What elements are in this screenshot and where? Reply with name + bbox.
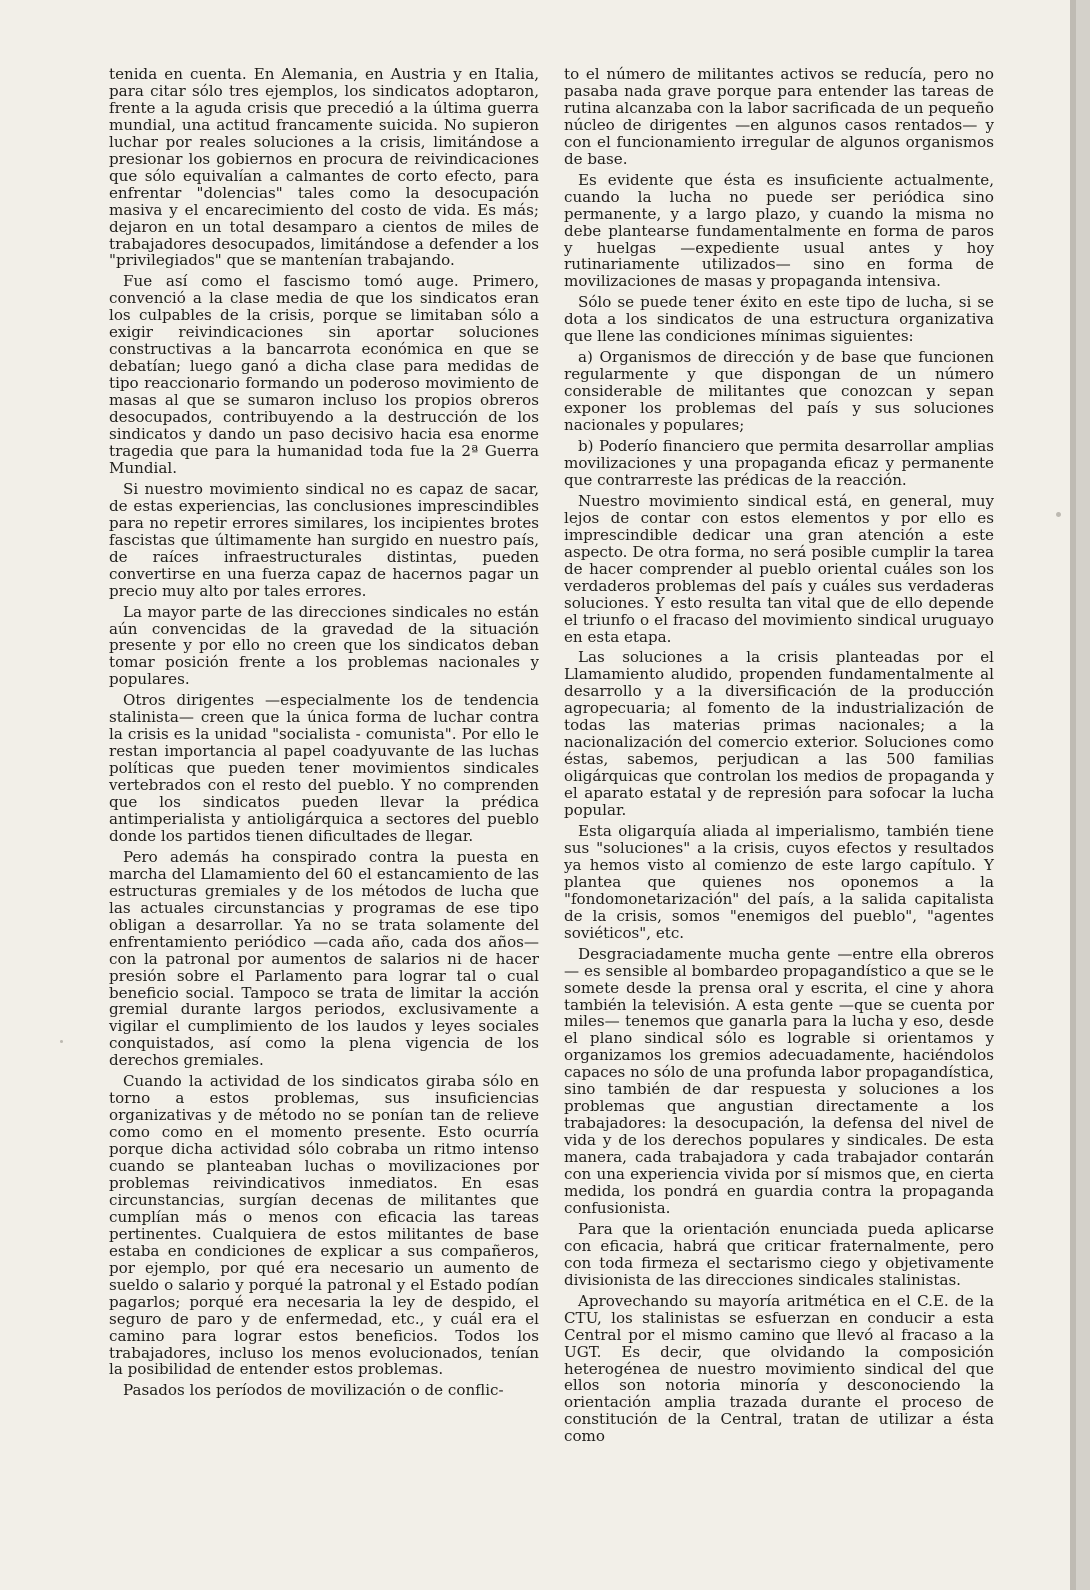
paragraph: Para que la orientación enunciada pueda aplicarse con eficacia, habrá que criticar fraternalmente, pero con toda firmeza el sectarismo ciego y objetivamente divisionista de las direcciones sindicales stalinistas. — [564, 1219, 994, 1289]
paragraph: Cuando la actividad de los sindicatos giraba sólo en torno a estos problemas, sus insuficiencias organizativas y de método no se ponían tan de relieve como como en el momento presente. Esto ocurría porque dicha actividad sólo cobraba un ritmo intenso cuando se planteaban luchas o movilizaciones por problemas reivindicativos inmediatos. En esas circunstancias, surgían decenas de militantes que cumplían más o menos con eficacia las tareas pertinentes. Cualquiera de estos militantes de base estaba en condiciones de explicar a sus compañeros, por ejemplo, por qué era necesario un aumento de sueldo o salario y porqué la patronal y el Estado podían pagarlos; porqué era necesaria la ley de despido, el seguro de paro y de enfermedad, etc., y cuál era el camino para lograr estos beneficios. Todos los trabajadores, incluso los menos evolucionados, tenían la posibilidad de entender estos problemas. — [109, 1072, 539, 1379]
ink-speck — [60, 1040, 63, 1043]
paragraph: Esta oligarquía aliada al imperialismo, también tiene sus "soluciones" a la crisis, cuyos efectos y resultados ya hemos visto al comienzo de este largo capítulo. Y plantea que quienes nos oponemos a la "fondomonetarización" del país, a la salida capitalista de la crisis, somos "enemigos del pueblo", "agentes soviéticos", etc. — [564, 821, 994, 942]
paragraph: La mayor parte de las direcciones sindicales no están aún convencidas de la gravedad de la situación presente y por ello no creen que los sindicatos deban tomar posición frente a los problemas nacionales y populares. — [109, 602, 539, 689]
paragraph: tenida en cuenta. En Alemania, en Austria y en Italia, para citar sólo tres ejemplos, los sindicatos adoptaron, frente a la aguda crisis que precedió a la última guerra mundial, una actitud francamente suicida. No supieron luchar por reales soluciones a la crisis, limitándose a presionar los gobiernos en procura de reivindicaciones que sólo equivalían a calmantes de corto efecto, para enfrentar "dolencias" tales como la desocupación masiva y el encarecimiento del costo de vida. Es más; dejaron en un total desamparo a cientos de miles de trabajadores desocupados, limitándose a defender a los "privilegiados" que se mantenían trabajando. — [109, 65, 539, 270]
ink-speck — [1056, 512, 1061, 517]
left-text-column — [109, 66, 539, 1399]
right-text-column — [564, 66, 994, 1445]
paragraph: Desgraciadamente mucha gente —entre ella obreros— es sensible al bombardeo propagandístico a que se le somete desde la prensa oral y escrita, el cine y ahora también la televisión. A esta gente —que se cuenta por miles— tenemos que ganarla para la lucha y eso, desde el plano sindical sólo es lograble si orientamos y organizamos los gremios adecuadamente, haciéndolos capaces no sólo de una profunda labor propagandística, sino también de dar respuesta y soluciones a los problemas que angustian directamente a los trabajadores: la desocupación, la defensa del nivel de vida y de los derechos populares y sindicales. De esta manera, cada trabajadora y cada trabajador contarán con una experiencia vivida por sí mismos que, en cierta medida, los pondrá en guardia contra la propaganda confusionista. — [564, 944, 994, 1217]
list-item: a) Organismos de dirección y de base que funcionen regularmente y que dispongan de un número considerable de militantes que conozcan y sepan exponer los problemas del país y sus soluciones nacionales y populares; — [564, 348, 994, 435]
paragraph: Si nuestro movimiento sindical no es capaz de sacar, de estas experiencias, las conclusiones imprescindibles para no repetir errores similares, los incipientes brotes fascistas que últimamente han surgido en nuestro país, de raíces infraestructurales distintas, pueden convertirse en una fuerza capaz de hacernos pagar un precio muy alto por tales errores. — [109, 479, 539, 600]
paragraph: Sólo se puede tener éxito en este tipo de lucha, si se dota a los sindicatos de una estructura organizativa que llene las condiciones mínimas siguientes: — [564, 293, 994, 346]
page-edge-shadow — [1070, 0, 1076, 1590]
paragraph: to el número de militantes activos se reducía, pero no pasaba nada grave porque para entender las tareas de rutina alcanzaba con la labor sacrificada de un pequeño núcleo de dirigentes —en algunos casos rentados— y con el funcionamiento irregular de algunos organismos de base. — [564, 65, 994, 168]
paragraph: Aprovechando su mayoría aritmética en el C.E. de la CTU, los stalinistas se esfuerzan en conducir a esta Central por el mismo camino que llevó al fracaso a la UGT. Es decir, que olvidando la composición heterogénea de nuestro movimiento sindical del que ellos son notoria minoría y desconociendo la orientación amplia trazada durante el proceso de constitución de la Central, tratan de utilizar a ésta como — [564, 1291, 994, 1446]
paragraph: Pero además ha conspirado contra la puesta en marcha del Llamamiento del 60 el estancamiento de las estructuras gremiales y de los métodos de lucha que las actuales circunstancias y programas de ese tipo obligan a desarrollar. Ya no se trata solamente del enfrentamiento periódico —cada año, cada dos años— con la patronal por aumentos de salarios ni de hacer presión sobre el Parlamento para lograr tal o cual beneficio social. Tampoco se trata de limitar la acción gremial durante largos periodos, exclusivamente a vigilar el cumplimiento de los laudos y leyes sociales conquistados, así como la plena vigencia de los derechos gremiales. — [109, 847, 539, 1070]
list-item: b) Poderío financiero que permita desarrollar amplias movilizaciones y una propaganda eficaz y permanente que contrarreste las prédicas de la reacción. — [564, 437, 994, 489]
paragraph: Nuestro movimiento sindical está, en general, muy lejos de contar con estos elementos y por ello es imprescindible dedicar una gran atención a este aspecto. De otra forma, no será posible cumplir la tarea de hacer comprender al pueblo oriental cuáles son los verdaderos problemas del país y cuáles sus verdaderas soluciones. Y esto resulta tan vital que de ello depende el triunfo o el fracaso del movimiento sindical uruguayo en esta etapa. — [564, 491, 994, 646]
paragraph: Otros dirigentes —especialmente los de tendencia stalinista— creen que la única forma de luchar contra la crisis es la unidad "socialista - comunista". Por ello le restan importancia al papel coadyuvante de las luchas políticas que pueden tener movimientos sindicales vertebrados con el resto del pueblo. Y no comprenden que los sindicatos pueden llevar la prédica antimperialista y antioligárquica a sectores del pueblo donde los partidos tienen dificultades de llegar. — [109, 691, 539, 845]
paragraph: Es evidente que ésta es insuficiente actualmente, cuando la lucha no puede ser periódica sino permanente, y a largo plazo, y cuando la misma no debe plantearse fundamentalmente en forma de paros y huelgas —expediente usual antes y hoy rutinariamente utilizados— sino en forma de movilizaciones de masas y propaganda intensiva. — [564, 170, 994, 291]
paragraph: Pasados los períodos de movilización o de conflic- — [123, 1381, 504, 1400]
paragraph: Las soluciones a la crisis planteadas por el Llamamiento aludido, propenden fundamentalmente al desarrollo y a la diversificación de la producción agropecuaria; al fomento de la industrialización de todas las materias primas nacionales; a la nacionalización del comercio exterior. Soluciones como éstas, sabemos, perjudican a las 500 familias oligárquicas que controlan los medios de propaganda y el aparato estatal y de represión para sofocar la lucha popular. — [564, 648, 994, 820]
paragraph: Fue así como el fascismo tomó auge. Primero, convenció a la clase media de que los sindicatos eran los culpables de la crisis, porque se limitaban sólo a exigir reivindicaciones sin aportar soluciones constructivas a la bancarrota económica en que se debatían; luego ganó a dicha clase para medidas de tipo reaccionario formando un poderoso movimiento de masas al que se sumaron incluso los propios obreros desocupados, contribuyendo a la destrucción de los sindicatos y dando un paso decisivo hacia esa enorme tragedia que para la humanidad toda fue la 2ª Guerra Mundial. — [109, 272, 539, 477]
